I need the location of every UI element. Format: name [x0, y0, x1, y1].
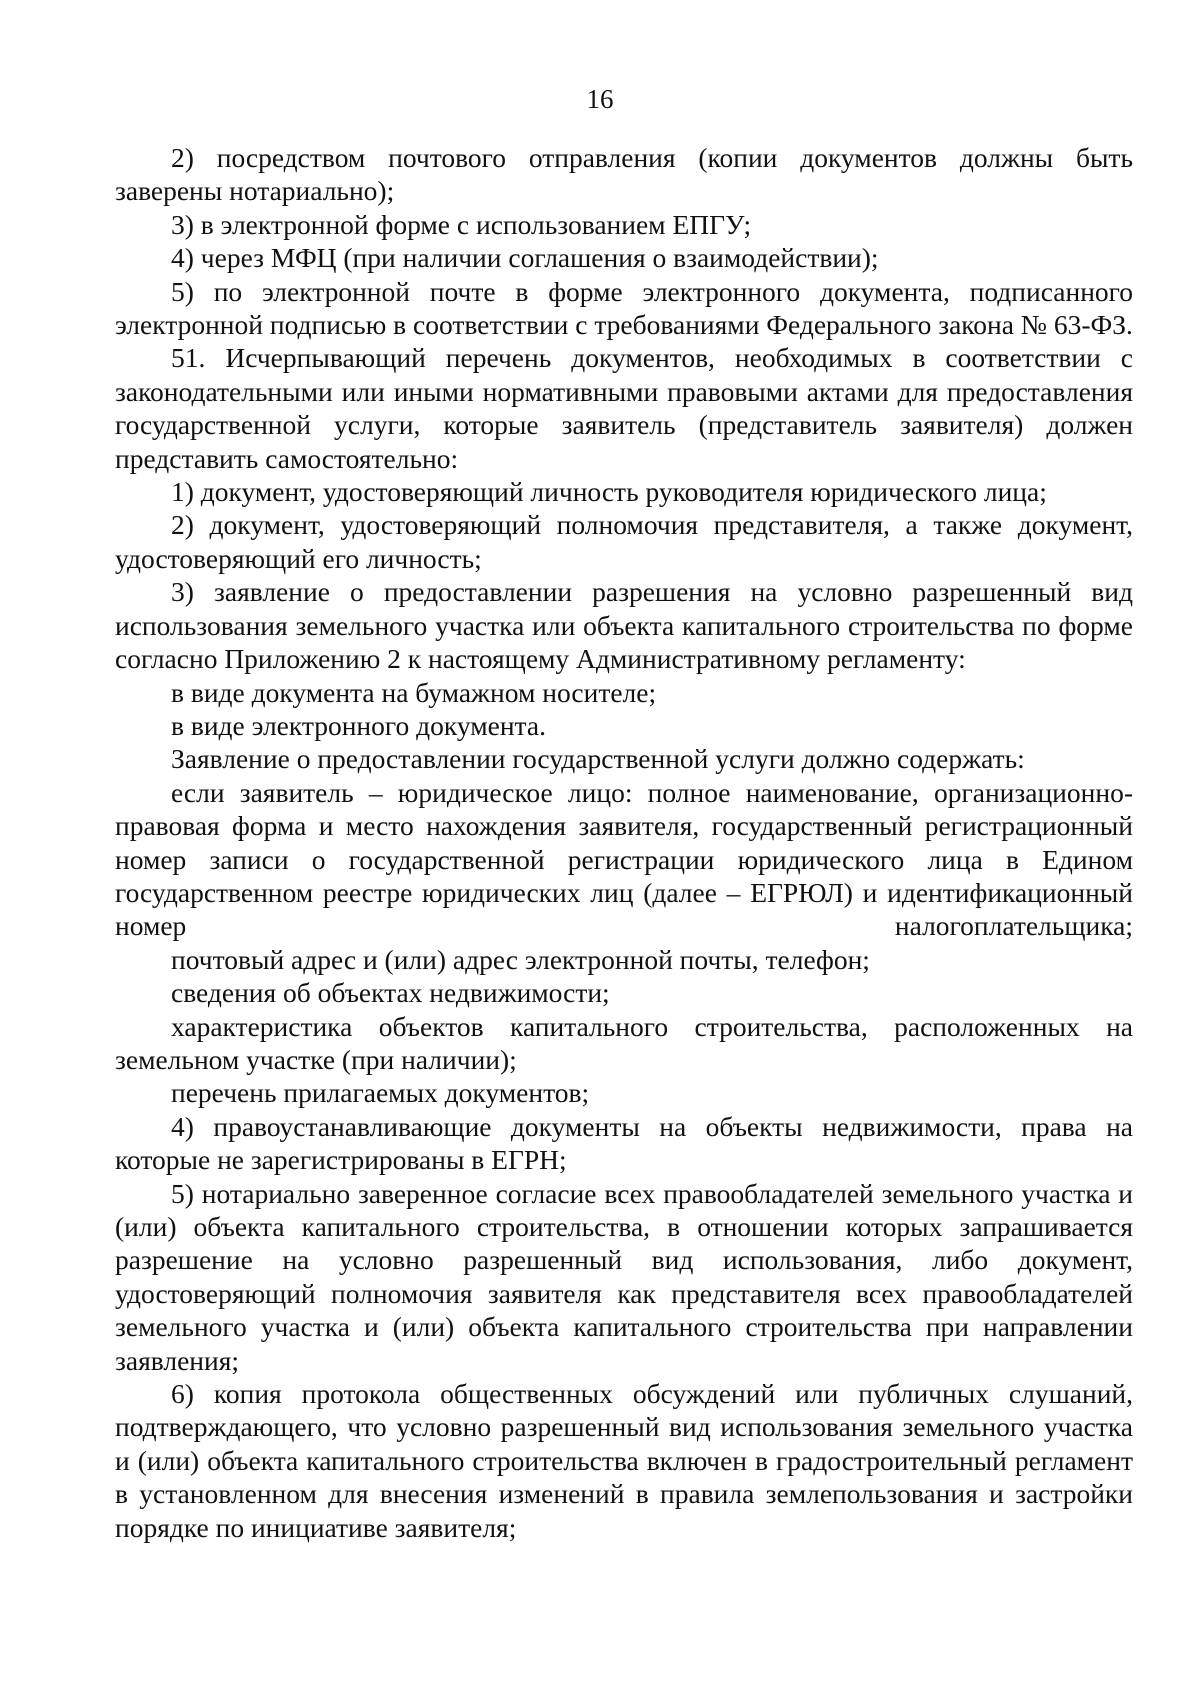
paragraph-item-5-email: 5) по электронной почте в форме электронного документа, подписанного электронной подписью в соответствии с требованиями Федерального закона № 63-ФЗ. [115, 275, 1133, 341]
paragraph-item-4-mfc: 4) через МФЦ (при наличии соглашения о взаимодействии); [171, 242, 879, 274]
paragraph-application-contents: Заявление о предоставлении государственной услуги должно содержать: [171, 743, 1025, 775]
paragraph-item-2-postal: 2) посредством почтового отправления (копии документов должны быть заверены нотариально); [115, 142, 1133, 207]
paragraph-real-estate: сведения об объектах недвижимости; [171, 977, 610, 1009]
paragraph-doc-2: 2) документ, удостоверяющий полномочия представителя, а также документ, удостоверяющий его личность; [115, 509, 1133, 574]
paragraph-doc-1: 1) документ, удостоверяющий личность руководителя юридического лица; [171, 476, 1047, 508]
page-number: 16 [586, 84, 614, 114]
paragraph-attached-list: перечень прилагаемых документов; [171, 1077, 590, 1109]
paragraph-doc-6: 6) копия протокола общественных обсуждений или публичных слушаний, подтверждающего, что условно разрешенный вид использования земельного участка и (или) объекта капитального строительства включен в градостроительный регламент в установленном для внесения изменений в правила землепользования и застройки порядке по инициативе заявителя; [115, 1378, 1133, 1543]
paragraph-doc-3: 3) заявление о предоставлении разрешения на условно разрешенный вид использования земельного участка или объекта капитального строительства по форме согласно Приложению 2 к настоящему Административному регламенту: [115, 576, 1133, 675]
document-body [115, 141, 1133, 1544]
paragraph-address: почтовый адрес и (или) адрес электронной почты, телефон; [171, 943, 870, 975]
paragraph-paper-form: в виде документа на бумажном носителе; [171, 676, 657, 708]
paragraph-electronic-form: в виде электронного документа. [171, 709, 546, 741]
paragraph-51-heading: 51. Исчерпывающий перечень документов, необходимых в соответствии с законодательными или иными нормативными правовыми актами для предоставления государственной услуги, которые заявитель (представитель заявителя) должен представить самостоятельно: [115, 342, 1133, 474]
paragraph-characteristics: характеристика объектов капитального строительства, расположенных на земельном участке (при наличии); [115, 1010, 1133, 1075]
paragraph-legal-entity: если заявитель – юридическое лицо: полное наименование, организационно-правовая форма и место нахождения заявителя, государственный регистрационный номер записи о государственной регистрации юридического лица в Едином государственном реестре юридических лиц (далее – ЕГРЮЛ) и идентификационный номер налогоплательщика; [115, 776, 1133, 942]
paragraph-item-3-electronic: 3) в электронной форме с использованием ЕПГУ; [171, 208, 752, 240]
paragraph-doc-5: 5) нотариально заверенное согласие всех правообладателей земельного участка и (или) объекта капитального строительства, в отношении которых запрашивается разрешение на условно разрешенный вид использования, либо документ, удостоверяющий полномочия заявителя как представителя всех правообладателей земельного участка и (или) объекта капитального строительства при направлении заявления; [115, 1177, 1133, 1376]
paragraph-doc-4: 4) правоустанавливающие документы на объекты недвижимости, права на которые не зарегистрированы в ЕГРН; [115, 1110, 1133, 1176]
